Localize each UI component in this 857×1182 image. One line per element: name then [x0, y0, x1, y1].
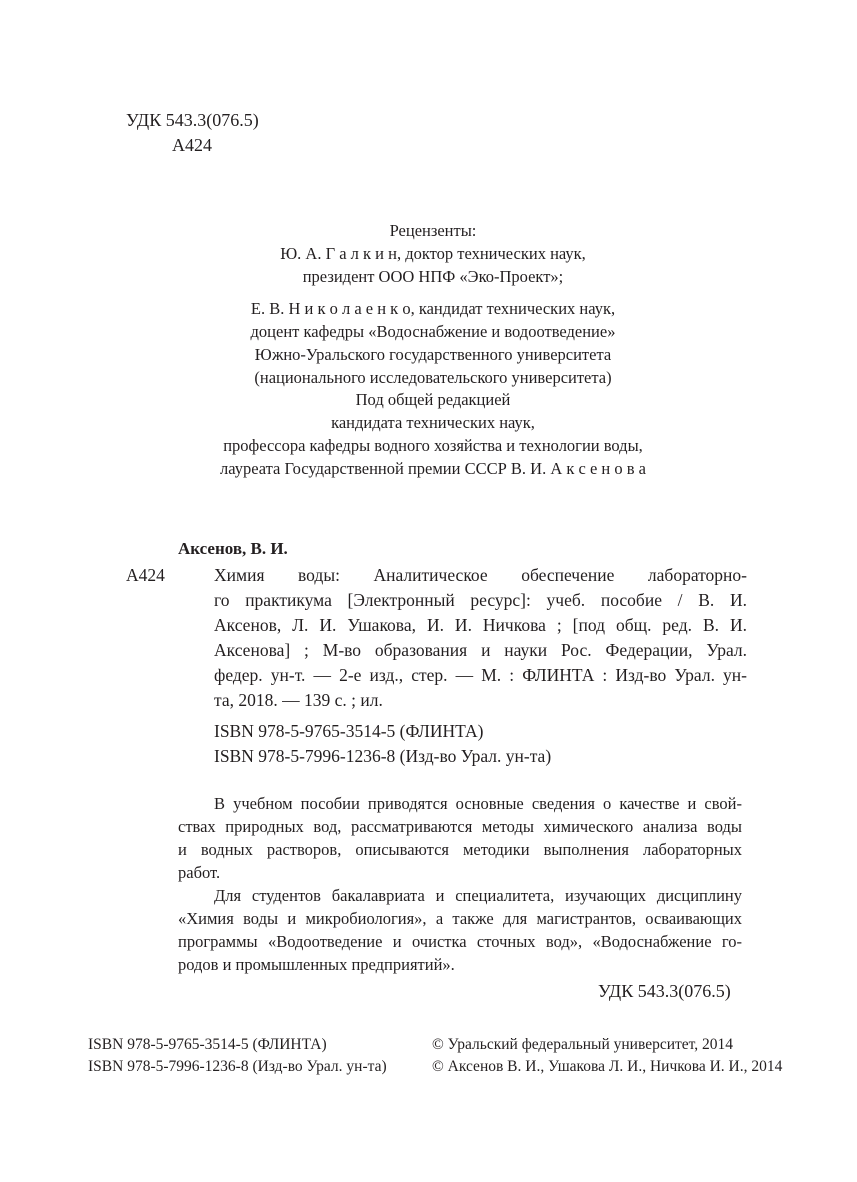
bibliographic-description: [214, 563, 747, 713]
footer-isbn-2: ISBN 978-5-7996-1236-8 (Изд-во Урал. ун-та): [88, 1058, 387, 1075]
reviewer-2-line-2: доцент кафедры «Водоснабжение и водоотведение»: [250, 322, 616, 341]
reviewer-2-line-3: Южно-Уральского государственного университета: [254, 345, 612, 364]
reviewer-1-name: Ю. А. Г а л к и н: [280, 244, 397, 263]
editor-line-4: [126, 457, 740, 480]
reviewer-1-line-2: президент ООО НПФ «Эко-Проект»;: [302, 267, 564, 286]
annotation-line: программы «Водоотведение и очистка сточных вод», «Водоснабжение го-: [178, 932, 742, 951]
annotation-line: В учебном пособии приводятся основные сведения о качестве и свой-: [214, 794, 742, 813]
biblio-line: Аксенова] ; М-во образования и науки Рос. Федерации, Урал.: [214, 640, 747, 660]
footer-isbn-block: [88, 1034, 387, 1078]
annotation-line: родов и промышленных предприятий».: [178, 955, 455, 974]
editor-name: В. И. А к с е н о в а: [510, 459, 646, 478]
reviewer-2-line-4: (национального исследовательского университета): [254, 368, 612, 387]
reviewer-1-degree: , доктор технических наук,: [396, 244, 586, 263]
udk-code-bottom: УДК 543.3(076.5): [598, 981, 731, 1001]
annotation-line: и водных растворов, описываются методики выполнения лабораторных: [178, 840, 742, 859]
record-author-mark: А424: [126, 565, 165, 585]
annotation-line: «Химия воды и микробиология», а также для магистрантов, осваивающих: [178, 909, 742, 928]
biblio-line: та, 2018. — 139 с. ; ил.: [214, 690, 383, 710]
annotation-line: работ.: [178, 863, 221, 882]
reviewer-2-name: Е. В. Н и к о л а е н к о: [250, 299, 411, 318]
author-mark-top: А424: [172, 135, 212, 155]
copyright-block: [432, 1034, 782, 1078]
editor-line-2: кандидата технических наук,: [331, 413, 535, 432]
editor-title: лауреата Государственной премии СССР: [220, 459, 511, 478]
annotation-line: Для студентов бакалавриата и специалитета, изучающих дисциплину: [214, 886, 742, 905]
biblio-line: го практикума [Электронный ресурс]: учеб. пособие / В. И.: [214, 590, 747, 610]
editor-line-3: профессора кафедры водного хозяйства и технологии воды,: [223, 436, 643, 455]
reviewer-2-line-1: [126, 297, 740, 320]
reviewer-1-line-1: [126, 242, 740, 265]
reviewer-2-degree: , кандидат технических наук,: [410, 299, 616, 318]
copyright-line-1: © Уральский федеральный университет, 2014: [432, 1036, 734, 1053]
biblio-line: Химия воды: Аналитическое обеспечение лабораторно-: [214, 565, 747, 585]
reviewers-block: [126, 219, 740, 389]
udk-code-top: УДК 543.3(076.5): [126, 110, 259, 130]
biblio-line: Аксенов, Л. И. Ушакова, И. И. Ничкова ; [под общ. ред. В. И.: [214, 615, 747, 635]
record-isbn-1: ISBN 978-5-9765-3514-5 (ФЛИНТА): [214, 721, 484, 741]
editor-block: [126, 388, 740, 480]
record-author: Аксенов, В. И.: [178, 539, 288, 558]
annotation: [178, 792, 742, 976]
copyright-line-2: © Аксенов В. И., Ушакова Л. И., Ничкова И. И., 2014: [432, 1058, 783, 1075]
record-isbn-2: ISBN 978-5-7996-1236-8 (Изд-во Урал. ун-та): [214, 746, 552, 766]
annotation-line: ствах природных вод, рассматриваются методы химического анализа воды: [178, 817, 742, 836]
footer-isbn-1: ISBN 978-5-9765-3514-5 (ФЛИНТА): [88, 1036, 327, 1053]
reviewers-title: Рецензенты:: [389, 221, 477, 240]
biblio-line: федер. ун-т. — 2-е изд., стер. — М. : ФЛИНТА : Изд-во Урал. ун-: [214, 665, 747, 685]
editor-line-1: Под общей редакцией: [355, 390, 511, 409]
record-isbn-block: [214, 719, 551, 769]
